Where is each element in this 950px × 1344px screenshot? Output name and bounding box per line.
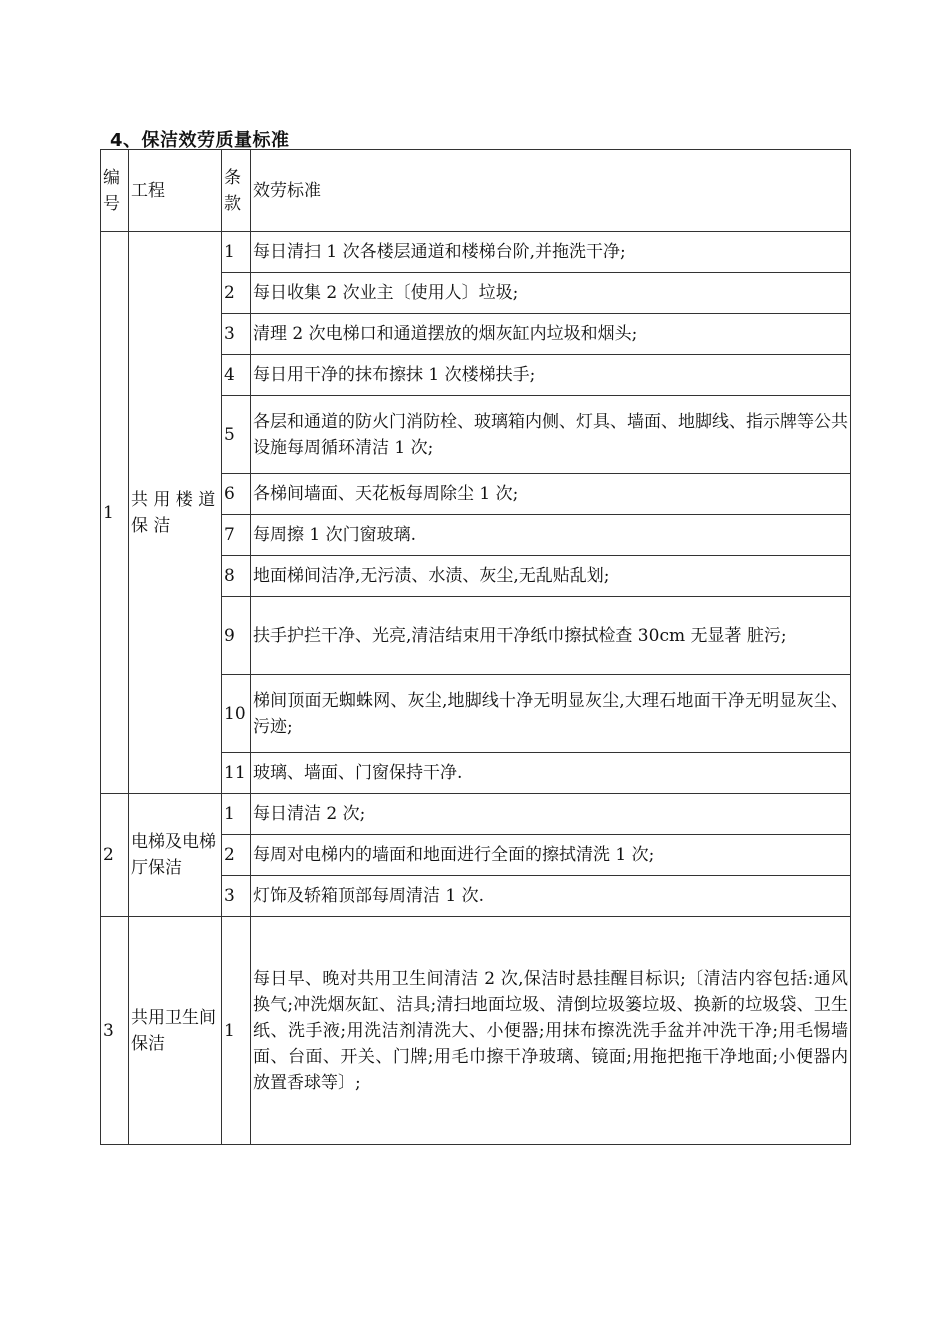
clause-number: 10 <box>222 675 251 753</box>
section-heading: 4、保洁效劳质量标准 <box>110 130 290 151</box>
standard-text: 灯饰及轿箱顶部每周清洁 1 次. <box>251 876 851 917</box>
clause-number: 3 <box>222 314 251 355</box>
clause-number: 1 <box>222 232 251 273</box>
table-row <box>101 917 851 1145</box>
standard-text: 清理 2 次电梯口和通道摆放的烟灰缸内垃圾和烟头; <box>251 314 851 355</box>
group-number: 2 <box>101 794 129 917</box>
header-standard: 效劳标准 <box>251 150 851 232</box>
clause-number: 3 <box>222 876 251 917</box>
standard-text: 每周擦 1 次门窗玻璃. <box>251 515 851 556</box>
header-clause: 条款 <box>222 150 251 232</box>
table-row <box>101 794 851 835</box>
standard-text: 每周对电梯内的墙面和地面进行全面的擦拭清洗 1 次; <box>251 835 851 876</box>
standard-text: 各层和通道的防火门消防栓、玻璃箱内侧、灯具、墙面、地脚线、指示牌等公共设施每周循环清洁 1 次; <box>251 396 851 474</box>
group-number: 1 <box>101 232 129 794</box>
standard-text: 每日清洁 2 次; <box>251 794 851 835</box>
standard-text: 每日早、晚对共用卫生间清洁 2 次,保洁时悬挂醒目标识;〔清洁内容包括:通风换气;冲洗烟灰缸、洁具;清扫地面垃圾、清倒垃圾篓垃圾、换新的垃圾袋、卫生纸、洗手液;用洗洁剂清洗大、小便器;用抹布擦洗洗手盆并冲洗干净;用毛惕墙面、台面、开关、门牌;用毛巾擦干净玻璃、镜面;用拖把拖干净地面;小便器内放置香球等〕; <box>251 917 851 1145</box>
group-number: 3 <box>101 917 129 1145</box>
header-project: 工程 <box>129 150 222 232</box>
standard-text: 地面梯间洁净,无污渍、水渍、灰尘,无乱贴乱划; <box>251 556 851 597</box>
clause-number: 8 <box>222 556 251 597</box>
group-project: 电梯及电梯厅保洁 <box>129 794 222 917</box>
standard-text: 玻璃、墙面、门窗保持干净. <box>251 753 851 794</box>
header-no: 编号 <box>101 150 129 232</box>
clause-number: 5 <box>222 396 251 474</box>
group-project: 共用卫生间保洁 <box>129 917 222 1145</box>
group-project: 共 用 楼 道 保 洁 <box>129 232 222 794</box>
standard-text: 扶手护拦干净、光亮,清洁结束用干净纸巾擦拭检查 30cm 无显著 脏污; <box>251 597 851 675</box>
standard-text: 每日清扫 1 次各楼层通道和楼梯台阶,并拖洗干净; <box>251 232 851 273</box>
clause-number: 1 <box>222 794 251 835</box>
clause-number: 4 <box>222 355 251 396</box>
clause-number: 2 <box>222 273 251 314</box>
clause-number: 7 <box>222 515 251 556</box>
table-header-row <box>101 150 851 232</box>
clause-number: 11 <box>222 753 251 794</box>
standard-text: 每日收集 2 次业主〔使用人〕垃圾; <box>251 273 851 314</box>
standard-text: 每日用干净的抹布擦抹 1 次楼梯扶手; <box>251 355 851 396</box>
clause-number: 2 <box>222 835 251 876</box>
standard-text: 梯间顶面无蜘蛛网、灰尘,地脚线十净无明显灰尘,大理石地面干净无明显灰尘、污迹; <box>251 675 851 753</box>
quality-standard-table <box>100 149 851 1145</box>
clause-number: 1 <box>222 917 251 1145</box>
standard-text: 各梯间墙面、天花板每周除尘 1 次; <box>251 474 851 515</box>
table-row <box>101 232 851 273</box>
clause-number: 6 <box>222 474 251 515</box>
clause-number: 9 <box>222 597 251 675</box>
